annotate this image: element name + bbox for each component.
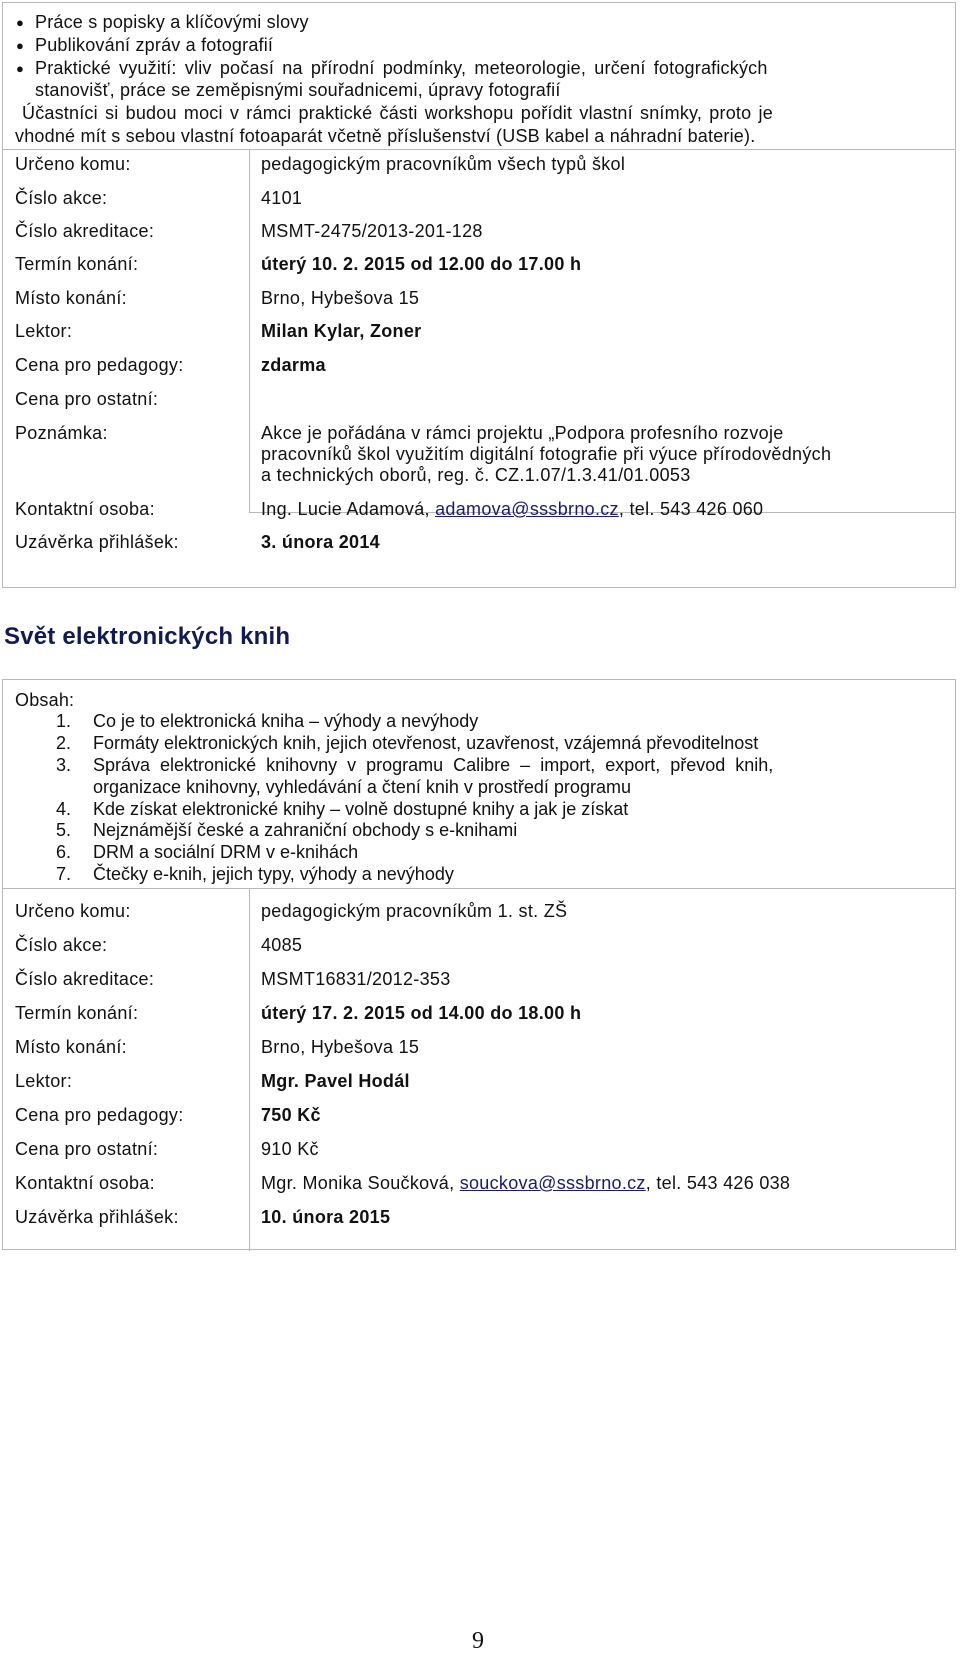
- row-label: Určeno komu:: [15, 901, 131, 921]
- bullet-item: Publikování zpráv a fotografií: [35, 35, 274, 55]
- list-number: 2.: [56, 733, 72, 753]
- list-text: organizace knihovny, vyhledávání a čtení knih v prostředí programu: [93, 777, 631, 797]
- row-value: Brno, Hybešova 15: [261, 288, 420, 308]
- contact-name: Ing. Lucie Adamová,: [261, 499, 436, 519]
- row-value: pedagogickým pracovníkům všech typů škol: [261, 154, 626, 174]
- note-line: a technických oborů, reg. č. CZ.1.07/1.3.41/01.0053: [261, 465, 691, 485]
- note-line: pracovníků škol využitím digitální fotografie při výuce přírodovědných: [261, 444, 832, 464]
- row-value: 910 Kč: [261, 1139, 319, 1159]
- list-text: Správa elektronické knihovny v programu Calibre – import, export, převod knih,: [93, 755, 774, 775]
- row-label: Číslo akreditace:: [15, 221, 155, 241]
- section-heading: Svět elektronických knih: [4, 623, 291, 650]
- intro-paragraph-line: vhodné mít s sebou vlastní fotoaparát včetně příslušenství (USB kabel a náhradní baterie).: [15, 126, 756, 146]
- page-number: 9: [472, 1628, 484, 1654]
- contact-phone: , tel. 543 426 060: [618, 499, 764, 519]
- list-number: 5.: [56, 820, 72, 840]
- row-label: Číslo akreditace:: [15, 969, 155, 989]
- row-value: 10. února 2015: [261, 1207, 391, 1227]
- row-value: 4101: [261, 188, 303, 208]
- bullet-icon: ●: [16, 61, 24, 76]
- row-value: úterý 10. 2. 2015 od 12.00 do 17.00 h: [261, 254, 582, 274]
- list-number: 3.: [56, 755, 72, 775]
- column-divider: [249, 888, 250, 1251]
- row-value: [261, 499, 763, 520]
- row-value: zdarma: [261, 355, 326, 375]
- contact-email-link[interactable]: souckova@sssbrno.cz: [459, 1173, 646, 1193]
- list-number: 6.: [56, 842, 72, 862]
- table-divider: [3, 149, 955, 150]
- row-label: Lektor:: [15, 321, 73, 341]
- row-label: Cena pro ostatní:: [15, 1139, 159, 1159]
- note-line: Akce je pořádána v rámci projektu „Podpora profesního rozvoje: [261, 423, 784, 443]
- list-number: 1.: [56, 711, 72, 731]
- row-label: Uzávěrka přihlášek:: [15, 1207, 179, 1227]
- row-value: Mgr. Pavel Hodál: [261, 1071, 410, 1091]
- contact-phone: , tel. 543 426 038: [645, 1173, 791, 1193]
- row-label: Lektor:: [15, 1071, 73, 1091]
- row-label: Uzávěrka přihlášek:: [15, 532, 179, 552]
- row-label: Termín konání:: [15, 254, 139, 274]
- row-label: Místo konání:: [15, 1037, 127, 1057]
- row-value: Milan Kylar, Zoner: [261, 321, 422, 341]
- column-divider: [249, 149, 250, 512]
- row-value: 750 Kč: [261, 1105, 321, 1125]
- contact-name: Mgr. Monika Součková,: [261, 1173, 460, 1193]
- row-value: 3. února 2014: [261, 532, 380, 552]
- row-label: Cena pro pedagogy:: [15, 1105, 184, 1125]
- row-value: [261, 1173, 790, 1194]
- course-box-photo: [2, 2, 956, 588]
- row-value: Brno, Hybešova 15: [261, 1037, 420, 1057]
- row-value: MSMT16831/2012-353: [261, 969, 451, 989]
- row-label: Cena pro pedagogy:: [15, 355, 184, 375]
- bullet-icon: ●: [16, 38, 24, 53]
- row-label: Místo konání:: [15, 288, 127, 308]
- bullet-continuation: stanovišť, práce se zeměpisnými souřadnicemi, úpravy fotografií: [35, 80, 561, 100]
- list-text: Čtečky e-knih, jejich typy, výhody a nevýhody: [93, 864, 454, 884]
- row-label: Číslo akce:: [15, 188, 108, 208]
- row-value: 4085: [261, 935, 303, 955]
- contact-email-link[interactable]: adamova@sssbrno.cz: [435, 499, 619, 519]
- list-number: 4.: [56, 799, 72, 819]
- list-text: Kde získat elektronické knihy – volně dostupné knihy a jak je získat: [93, 799, 629, 819]
- row-value: MSMT-2475/2013-201-128: [261, 221, 483, 241]
- bullet-icon: ●: [16, 15, 24, 30]
- row-value: úterý 17. 2. 2015 od 14.00 do 18.00 h: [261, 1003, 582, 1023]
- row-label: Kontaktní osoba:: [15, 1173, 155, 1193]
- row-label: Termín konání:: [15, 1003, 139, 1023]
- row-label: Číslo akce:: [15, 935, 108, 955]
- row-label: Kontaktní osoba:: [15, 499, 155, 519]
- course-box-ebooks: [2, 679, 956, 1250]
- row-label: Poznámka:: [15, 423, 108, 443]
- contents-label: Obsah:: [15, 690, 75, 710]
- list-text: Nejznámější české a zahraniční obchody s e-knihami: [93, 820, 518, 840]
- table-divider: [3, 888, 955, 889]
- row-value: pedagogickým pracovníkům 1. st. ZŠ: [261, 901, 568, 921]
- bullet-item: Praktické využití: vliv počasí na přírodní podmínky, meteorologie, určení fotografických: [35, 58, 768, 78]
- intro-paragraph-line: Účastníci si budou moci v rámci praktické části workshopu pořídit vlastní snímky, proto je: [22, 103, 773, 123]
- list-number: 7.: [56, 864, 72, 884]
- list-text: Co je to elektronická kniha – výhody a nevýhody: [93, 711, 479, 731]
- list-text: Formáty elektronických knih, jejich otevřenost, uzavřenost, vzájemná převoditelnost: [93, 733, 759, 753]
- row-label: Cena pro ostatní:: [15, 389, 159, 409]
- row-label: Určeno komu:: [15, 154, 131, 174]
- list-text: DRM a sociální DRM v e-knihách: [93, 842, 359, 862]
- bullet-item: Práce s popisky a klíčovými slovy: [35, 12, 309, 32]
